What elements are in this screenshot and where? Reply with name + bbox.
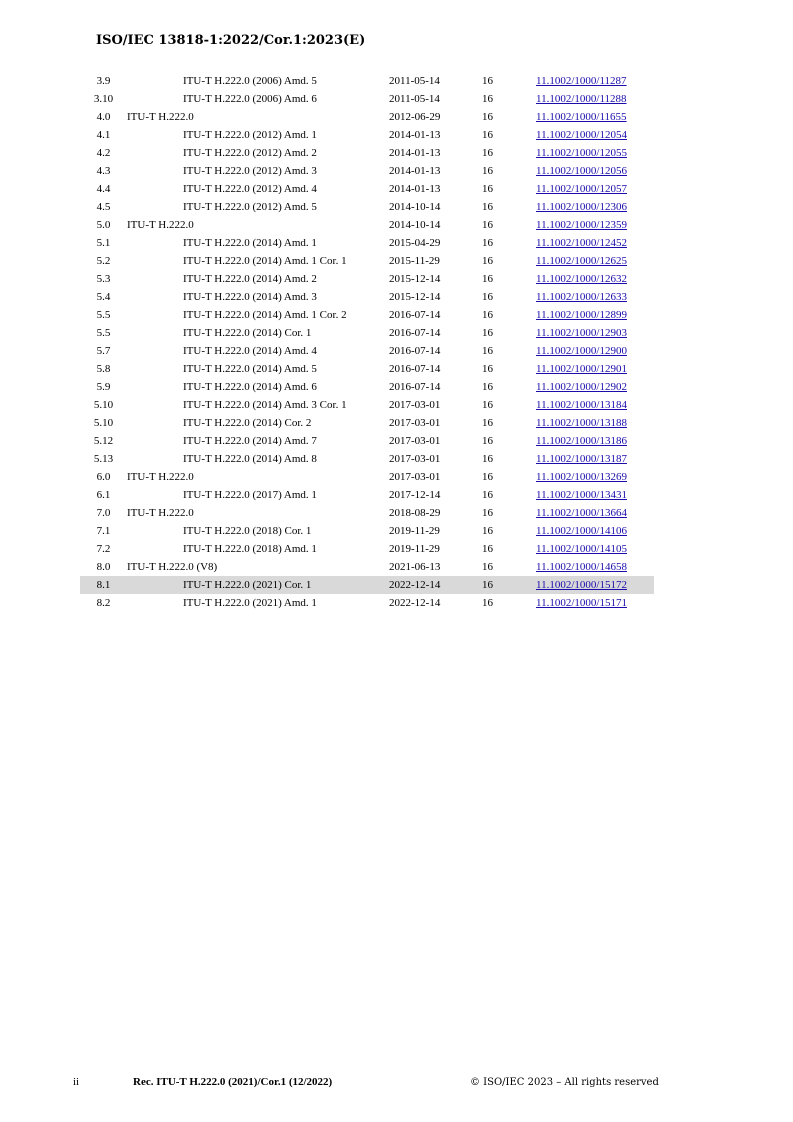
table-row	[80, 216, 654, 234]
unique-id-link[interactable]: 11.1002/1000/13187	[536, 453, 627, 465]
approval-date-cell: 2017-03-01	[389, 471, 441, 483]
table-row	[80, 504, 654, 522]
unique-id-cell	[536, 396, 654, 414]
table-row	[80, 378, 654, 396]
study-group-cell: 16	[482, 291, 493, 303]
approval-date-cell: 2017-03-01	[389, 453, 441, 465]
recommendation-cell: ITU-T H.222.0	[127, 219, 194, 231]
study-group-cell: 16	[482, 381, 493, 393]
recommendation-cell: ITU-T H.222.0 (2014) Amd. 8	[183, 453, 317, 465]
edition-cell: 7.0	[96, 507, 111, 519]
study-group-cell: 16	[482, 345, 493, 357]
approval-date-cell: 2017-03-01	[389, 417, 441, 429]
approval-date-cell: 2014-01-13	[389, 147, 441, 159]
recommendation-cell: ITU-T H.222.0 (2012) Amd. 3	[183, 165, 317, 177]
table-row	[80, 540, 654, 558]
study-group-cell: 16	[482, 309, 493, 321]
table-row	[80, 108, 654, 126]
recommendation-cell: ITU-T H.222.0 (2014) Amd. 6	[183, 381, 317, 393]
recommendation-cell: ITU-T H.222.0 (2006) Amd. 5	[183, 75, 317, 87]
recommendation-cell: ITU-T H.222.0 (2006) Amd. 6	[183, 93, 317, 105]
approval-date-cell: 2017-03-01	[389, 399, 441, 411]
edition-cell: 5.1	[96, 237, 111, 249]
edition-cell: 7.2	[96, 543, 111, 555]
table-row	[80, 432, 654, 450]
table-row	[80, 126, 654, 144]
edition-cell: 8.1	[80, 576, 127, 594]
unique-id-link[interactable]: 11.1002/1000/11655	[536, 111, 627, 123]
table-row	[80, 522, 654, 540]
unique-id-link[interactable]: 11.1002/1000/12900	[536, 345, 627, 357]
approval-date-cell: 2014-01-13	[389, 129, 441, 141]
footer-recommendation: Rec. ITU-T H.222.0 (2021)/Cor.1 (12/2022)	[133, 1076, 333, 1088]
table-row	[80, 558, 654, 576]
unique-id-link[interactable]: 11.1002/1000/12054	[536, 129, 627, 141]
unique-id-cell	[536, 342, 654, 360]
study-group-cell: 16	[482, 237, 493, 249]
approval-date-cell: 2021-06-13	[389, 561, 441, 573]
approval-date-cell: 2015-12-14	[389, 291, 441, 303]
recommendation-cell: ITU-T H.222.0 (2021) Amd. 1	[183, 597, 317, 609]
edition-cell: 5.10	[93, 417, 114, 429]
unique-id-link[interactable]: 11.1002/1000/13664	[536, 507, 627, 519]
unique-id-cell	[536, 504, 654, 522]
recommendation-cell: ITU-T H.222.0 (2012) Amd. 5	[183, 201, 317, 213]
table-row	[80, 342, 654, 360]
table-row	[80, 234, 654, 252]
unique-id-link[interactable]: 11.1002/1000/13186	[536, 435, 627, 447]
table-row	[80, 270, 654, 288]
approval-date-cell: 2017-03-01	[389, 435, 441, 447]
unique-id-link[interactable]: 11.1002/1000/11288	[536, 93, 627, 105]
study-group-cell: 16	[482, 111, 493, 123]
table-row	[80, 72, 654, 90]
unique-id-link[interactable]: 11.1002/1000/12055	[536, 147, 627, 159]
study-group-cell: 16	[482, 489, 493, 501]
recommendation-cell: ITU-T H.222.0 (2021) Cor. 1	[127, 576, 389, 594]
recommendation-cell: ITU-T H.222.0 (2014) Cor. 1	[183, 327, 312, 339]
edition-cell: 5.7	[96, 345, 111, 357]
study-group-cell: 16	[482, 471, 493, 483]
study-group-cell: 16	[482, 525, 493, 537]
unique-id-link[interactable]: 11.1002/1000/12901	[536, 363, 627, 375]
unique-id-link[interactable]: 11.1002/1000/12899	[536, 309, 627, 321]
approval-date-cell: 2016-07-14	[389, 345, 441, 357]
unique-id-link[interactable]: 11.1002/1000/12452	[536, 237, 627, 249]
edition-cell: 5.4	[96, 291, 111, 303]
recommendation-cell: ITU-T H.222.0 (2012) Amd. 2	[183, 147, 317, 159]
edition-cell: 5.13	[93, 453, 114, 465]
study-group-cell: 16	[482, 363, 493, 375]
unique-id-cell	[536, 414, 654, 432]
edition-cell: 5.2	[96, 255, 111, 267]
edition-cell: 4.0	[96, 111, 111, 123]
unique-id-cell	[536, 90, 654, 108]
approval-date-cell: 2019-11-29	[389, 525, 440, 537]
recommendation-cell: ITU-T H.222.0 (2017) Amd. 1	[183, 489, 317, 501]
unique-id-link[interactable]: 11.1002/1000/12359	[536, 219, 627, 231]
unique-id-cell	[536, 450, 654, 468]
unique-id-link[interactable]: 11.1002/1000/14106	[536, 525, 627, 537]
recommendation-cell: ITU-T H.222.0	[127, 471, 194, 483]
table-row	[80, 198, 654, 216]
recommendation-cell: ITU-T H.222.0 (V8)	[127, 561, 218, 573]
study-group-cell: 16	[482, 561, 493, 573]
recommendation-cell: ITU-T H.222.0	[127, 507, 194, 519]
edition-cell: 8.2	[96, 597, 111, 609]
study-group-cell: 16	[482, 399, 493, 411]
unique-id-link[interactable]: 11.1002/1000/12902	[536, 381, 627, 393]
history-table-body	[80, 72, 654, 612]
edition-cell: 4.4	[96, 183, 111, 195]
study-group-cell: 16	[482, 273, 493, 285]
recommendation-cell: ITU-T H.222.0 (2014) Amd. 7	[183, 435, 317, 447]
unique-id-link[interactable]: 11.1002/1000/15172	[536, 579, 627, 591]
table-row	[80, 324, 654, 342]
study-group-cell: 16	[482, 201, 493, 213]
unique-id-link[interactable]: 11.1002/1000/13188	[536, 417, 627, 429]
study-group-cell: 16	[482, 255, 493, 267]
unique-id-link[interactable]: 11.1002/1000/14658	[536, 561, 627, 573]
unique-id-link[interactable]: 11.1002/1000/12633	[536, 291, 627, 303]
history-table	[80, 72, 654, 612]
approval-date-cell: 2015-04-29	[389, 237, 441, 249]
edition-cell: 5.5	[96, 327, 111, 339]
unique-id-cell	[536, 324, 654, 342]
edition-cell: 8.0	[96, 561, 111, 573]
edition-cell: 5.9	[96, 381, 111, 393]
study-group-cell: 16	[482, 219, 493, 231]
unique-id-link[interactable]: 11.1002/1000/12632	[536, 273, 627, 285]
recommendation-cell: ITU-T H.222.0 (2018) Cor. 1	[183, 525, 312, 537]
recommendation-cell: ITU-T H.222.0 (2012) Amd. 4	[183, 183, 317, 195]
unique-id-cell	[536, 162, 654, 180]
unique-id-cell	[536, 576, 654, 594]
unique-id-cell	[536, 180, 654, 198]
approval-date-cell: 2018-08-29	[389, 507, 441, 519]
table-row	[80, 576, 654, 594]
unique-id-cell	[536, 252, 654, 270]
table-row	[80, 450, 654, 468]
unique-id-cell	[536, 216, 654, 234]
unique-id-link[interactable]: 11.1002/1000/13184	[536, 399, 627, 411]
footer-page-number: ii	[73, 1076, 80, 1088]
table-row	[80, 414, 654, 432]
unique-id-cell	[536, 198, 654, 216]
unique-id-cell	[536, 432, 654, 450]
unique-id-cell	[536, 72, 654, 90]
study-group-cell: 16	[482, 453, 493, 465]
footer-copyright: © ISO/IEC 2023 – All rights reserved	[470, 1077, 659, 1088]
unique-id-link[interactable]: 11.1002/1000/11287	[536, 75, 627, 87]
recommendation-cell: ITU-T H.222.0 (2014) Amd. 1 Cor. 2	[183, 309, 347, 321]
edition-cell: 6.0	[96, 471, 111, 483]
edition-cell: 4.3	[96, 165, 111, 177]
table-row	[80, 360, 654, 378]
unique-id-link[interactable]: 11.1002/1000/12057	[536, 183, 627, 195]
edition-cell: 4.5	[96, 201, 111, 213]
approval-date-cell: 2019-11-29	[389, 543, 440, 555]
unique-id-link[interactable]: 11.1002/1000/12306	[536, 201, 627, 213]
table-row	[80, 288, 654, 306]
approval-date-cell: 2016-07-14	[389, 327, 441, 339]
recommendation-cell: ITU-T H.222.0 (2014) Amd. 4	[183, 345, 317, 357]
approval-date-cell: 2015-12-14	[389, 273, 441, 285]
study-group-cell: 16	[482, 543, 493, 555]
unique-id-cell	[536, 540, 654, 558]
approval-date-cell: 2014-10-14	[389, 219, 441, 231]
edition-cell: 5.3	[96, 273, 111, 285]
table-row	[80, 90, 654, 108]
approval-date-cell: 2022-12-14	[389, 597, 441, 609]
unique-id-cell	[536, 144, 654, 162]
study-group-cell: 16	[482, 507, 493, 519]
edition-cell: 4.2	[96, 147, 111, 159]
table-row	[80, 486, 654, 504]
unique-id-link[interactable]: 11.1002/1000/12056	[536, 165, 627, 177]
study-group-cell: 16	[482, 165, 493, 177]
recommendation-cell: ITU-T H.222.0 (2014) Amd. 5	[183, 363, 317, 375]
unique-id-cell	[536, 558, 654, 576]
edition-cell: 4.1	[96, 129, 111, 141]
edition-cell: 5.5	[96, 309, 111, 321]
unique-id-cell	[536, 108, 654, 126]
table-row	[80, 180, 654, 198]
approval-date-cell: 2022-12-14	[389, 576, 482, 594]
table-row	[80, 594, 654, 612]
recommendation-cell: ITU-T H.222.0 (2018) Amd. 1	[183, 543, 317, 555]
approval-date-cell: 2014-10-14	[389, 201, 441, 213]
study-group-cell: 16	[482, 417, 493, 429]
unique-id-cell	[536, 378, 654, 396]
table-row	[80, 252, 654, 270]
page-header-title: ISO/IEC 13818-1:2022/Cor.1:2023(E)	[96, 33, 366, 48]
study-group-cell: 16	[482, 75, 493, 87]
approval-date-cell: 2012-06-29	[389, 111, 441, 123]
approval-date-cell: 2014-01-13	[389, 183, 441, 195]
unique-id-link[interactable]: 11.1002/1000/13431	[536, 489, 627, 501]
edition-cell: 5.10	[93, 399, 114, 411]
unique-id-link[interactable]: 11.1002/1000/15171	[536, 597, 627, 609]
edition-cell: 3.10	[93, 93, 114, 105]
table-row	[80, 468, 654, 486]
unique-id-cell	[536, 306, 654, 324]
study-group-cell: 16	[482, 129, 493, 141]
study-group-cell: 16	[482, 147, 493, 159]
edition-cell: 5.12	[93, 435, 114, 447]
edition-cell: 5.8	[96, 363, 111, 375]
unique-id-cell	[536, 270, 654, 288]
recommendation-cell: ITU-T H.222.0	[127, 111, 194, 123]
approval-date-cell: 2016-07-14	[389, 381, 441, 393]
unique-id-cell	[536, 288, 654, 306]
approval-date-cell: 2015-11-29	[389, 255, 440, 267]
table-row	[80, 396, 654, 414]
recommendation-cell: ITU-T H.222.0 (2014) Amd. 1	[183, 237, 317, 249]
edition-cell: 6.1	[96, 489, 111, 501]
unique-id-cell	[536, 522, 654, 540]
study-group-cell: 16	[482, 435, 493, 447]
table-row	[80, 306, 654, 324]
approval-date-cell: 2016-07-14	[389, 363, 441, 375]
recommendation-cell: ITU-T H.222.0 (2014) Amd. 3	[183, 291, 317, 303]
recommendation-cell: ITU-T H.222.0 (2014) Amd. 1 Cor. 1	[183, 255, 347, 267]
unique-id-link[interactable]: 11.1002/1000/12903	[536, 327, 627, 339]
approval-date-cell: 2017-12-14	[389, 489, 441, 501]
approval-date-cell: 2016-07-14	[389, 309, 441, 321]
study-group-cell: 16	[482, 327, 493, 339]
unique-id-cell	[536, 486, 654, 504]
unique-id-link[interactable]: 11.1002/1000/12625	[536, 255, 627, 267]
study-group-cell: 16	[482, 93, 493, 105]
approval-date-cell: 2011-05-14	[389, 93, 440, 105]
edition-cell: 3.9	[96, 75, 111, 87]
unique-id-cell	[536, 468, 654, 486]
study-group-cell: 16	[482, 597, 493, 609]
unique-id-cell	[536, 234, 654, 252]
unique-id-cell	[536, 360, 654, 378]
approval-date-cell: 2011-05-14	[389, 75, 440, 87]
recommendation-cell: ITU-T H.222.0 (2014) Amd. 2	[183, 273, 317, 285]
study-group-cell: 16	[482, 183, 493, 195]
table-row	[80, 144, 654, 162]
recommendation-cell: ITU-T H.222.0 (2014) Amd. 3 Cor. 1	[183, 399, 347, 411]
unique-id-link[interactable]: 11.1002/1000/13269	[536, 471, 627, 483]
recommendation-cell: ITU-T H.222.0 (2012) Amd. 1	[183, 129, 317, 141]
edition-cell: 7.1	[96, 525, 111, 537]
study-group-cell: 16	[482, 576, 536, 594]
edition-cell: 5.0	[96, 219, 111, 231]
unique-id-cell	[536, 126, 654, 144]
unique-id-link[interactable]: 11.1002/1000/14105	[536, 543, 627, 555]
unique-id-cell	[536, 594, 654, 612]
recommendation-cell: ITU-T H.222.0 (2014) Cor. 2	[183, 417, 312, 429]
approval-date-cell: 2014-01-13	[389, 165, 441, 177]
table-row	[80, 162, 654, 180]
